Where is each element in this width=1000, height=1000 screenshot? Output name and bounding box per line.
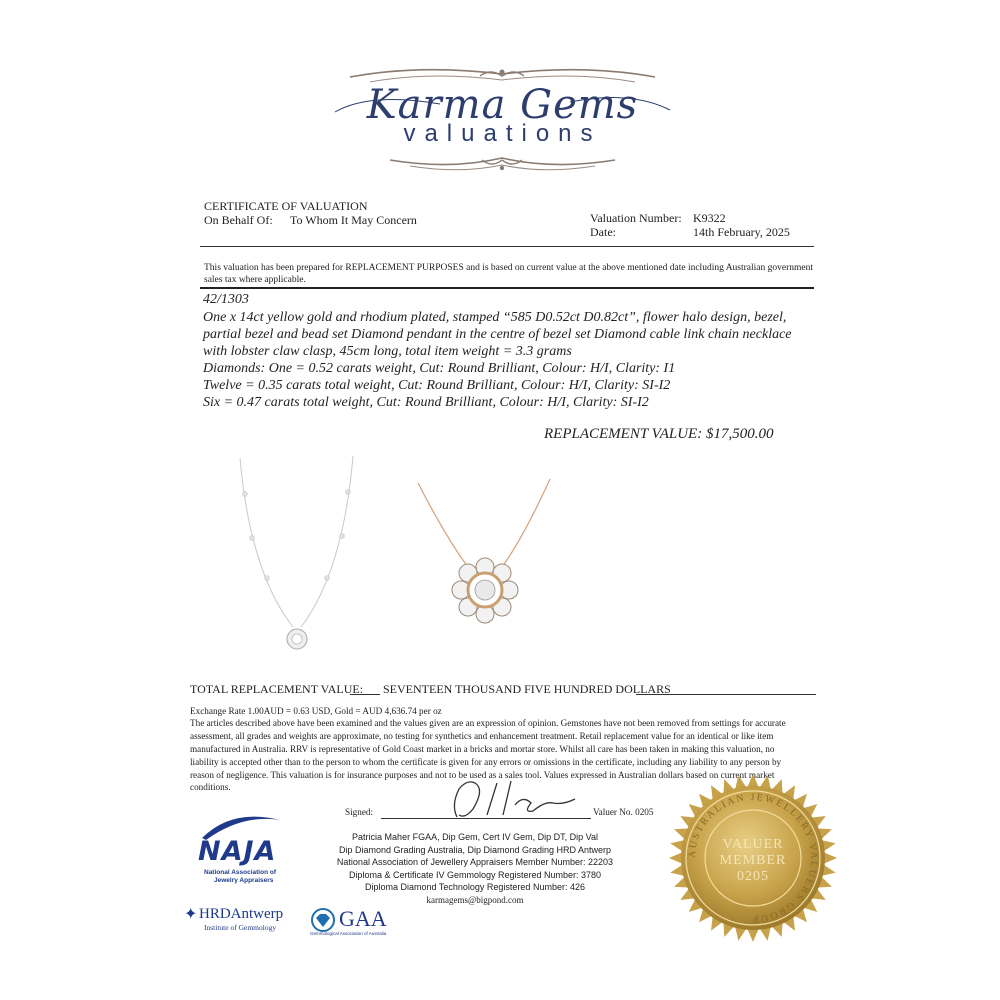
item-code: 42/1303 [203, 292, 249, 307]
contact-email: karmagems@bigpond.com [426, 894, 524, 905]
diamond-sparkle-icon: ✦ [184, 906, 198, 923]
gaa-subtitle: Gemmological Association of Australia [310, 931, 387, 936]
credential-line-1: Patricia Maher FGAA, Dip Gem, Cert IV Gem, Dip DT, Dip Val [352, 832, 598, 842]
gaa-name: GAA [339, 906, 387, 931]
purpose-line-1: This valuation has been prepared for REPLACEMENT PURPOSES and is based on current value at the above mentioned date including Australian government [204, 263, 814, 273]
disclaimer-line-2: assessment, all grades and weights are approximate, no testing for synthetics and enhancement treatment. Retail replacement value for an identical or like item [190, 731, 774, 741]
valuer-number: Valuer No. 0205 [593, 807, 654, 817]
seal-line-2: MEMBER [719, 853, 787, 868]
credential-line-4: Diploma & Certificate IV Gemmology Registered Number: 3780 [348, 869, 602, 880]
naja-logo [192, 812, 292, 892]
exchange-rate: Exchange Rate 1.00AUD = 0.63 USD, Gold = AUD 4,636.74 per oz [190, 706, 442, 716]
brand-name: Karma Gems [366, 82, 639, 128]
valuer-credentials [330, 831, 620, 907]
hrd-antwerp-logo [184, 906, 294, 936]
item-line-2: partial bezel and bead set Diamond pendant in the centre of bezel set Diamond cable link chain necklace [203, 327, 792, 342]
item-line-1: One x 14ct yellow gold and rhodium plated, stamped “585 D0.52ct D0.82ct”, flower halo design, bezel, [203, 310, 787, 325]
pendant-closeup-photo [410, 475, 560, 650]
naja-line-1: National Association of [204, 869, 276, 876]
item-line-4: Diamonds: One = 0.52 carats weight, Cut: Round Brilliant, Colour: H/I, Clarity: I1 [203, 361, 676, 376]
header-divider [200, 246, 814, 247]
certificate-title: CERTIFICATE OF VALUATION [204, 199, 368, 213]
total-value-label: TOTAL REPLACEMENT VALUE: [190, 682, 364, 696]
date-value: 14th February, 2025 [693, 225, 790, 239]
credential-line-2: Dip Diamond Grading Australia, Dip Diamond Grading HRD Antwerp [338, 844, 612, 855]
item-line-3: with lobster claw clasp, 45cm long, total item weight = 3.3 grams [203, 344, 572, 359]
behalf-label: On Behalf Of: [204, 213, 273, 227]
disclaimer-line-4: liability is accepted other than to the person to whom the certificate is given for any errors or omissions in the certificate, including any liability to any person by [190, 757, 782, 767]
credential-line-5: Diploma Diamond Technology Registered Number: 426 [365, 882, 585, 893]
replacement-value: REPLACEMENT VALUE: $17,500.00 [544, 426, 774, 442]
disclaimer-line-5: reason of negligence. This valuation is for insurance purposes and not to be used as a sales tool. Values expressed in Australian dollars based on current market [190, 770, 775, 780]
purpose-divider [200, 287, 814, 289]
gaa-diamond-icon [310, 908, 336, 932]
seal-line-1: VALUER [722, 837, 784, 852]
item-line-6: Six = 0.47 carats total weight, Cut: Round Brilliant, Colour: H/I, Clarity: SI-I2 [203, 395, 649, 410]
total-underline-1 [350, 694, 380, 695]
disclaimer-line-1: The articles described above have been examined and the values given are an expression of opinion. Gemstones have not been removed from settings for accurate [190, 718, 786, 728]
brand-subtitle: valuations [403, 120, 602, 147]
naja-name: NAJA [198, 836, 277, 867]
valuer-member-seal [668, 773, 838, 943]
date-label: Date: [590, 225, 616, 239]
company-logo [330, 62, 675, 187]
seal-ring-text: AUSTRALIAN JEWELLERY VALUERS GROUP [686, 791, 820, 925]
signed-label: Signed: [345, 807, 374, 817]
credential-line-3: National Association of Jewellery Appraisers Member Number: 22203 [336, 857, 614, 868]
total-underline-2 [636, 694, 816, 695]
gaa-logo [310, 906, 420, 938]
purpose-line-2: sales tax where applicable. [204, 275, 306, 285]
total-value-words: SEVENTEEN THOUSAND FIVE HUNDRED DOLLARS [383, 682, 671, 696]
disclaimer-line-3: manufactured in Australia. RRV is representative of Gold Coast market in a bricks and mortar store. Whilst all care has been taken in making this valuation, no [190, 744, 775, 754]
necklace-photo [225, 452, 375, 664]
behalf-value: To Whom It May Concern [290, 213, 417, 227]
valuation-number-value: K9322 [693, 211, 726, 225]
hrd-subtitle: Institute of Gemmology [204, 923, 277, 932]
hrd-name: HRDAntwerp [199, 906, 284, 922]
disclaimer-line-6: conditions. [190, 782, 231, 792]
seal-line-3: 0205 [737, 869, 769, 884]
naja-line-2: Jewelry Appraisers [214, 877, 274, 884]
valuation-number-label: Valuation Number: [590, 211, 682, 225]
handwritten-signature [445, 775, 595, 825]
item-line-5: Twelve = 0.35 carats total weight, Cut: Round Brilliant, Colour: H/I, Clarity: SI-I2 [203, 378, 671, 393]
